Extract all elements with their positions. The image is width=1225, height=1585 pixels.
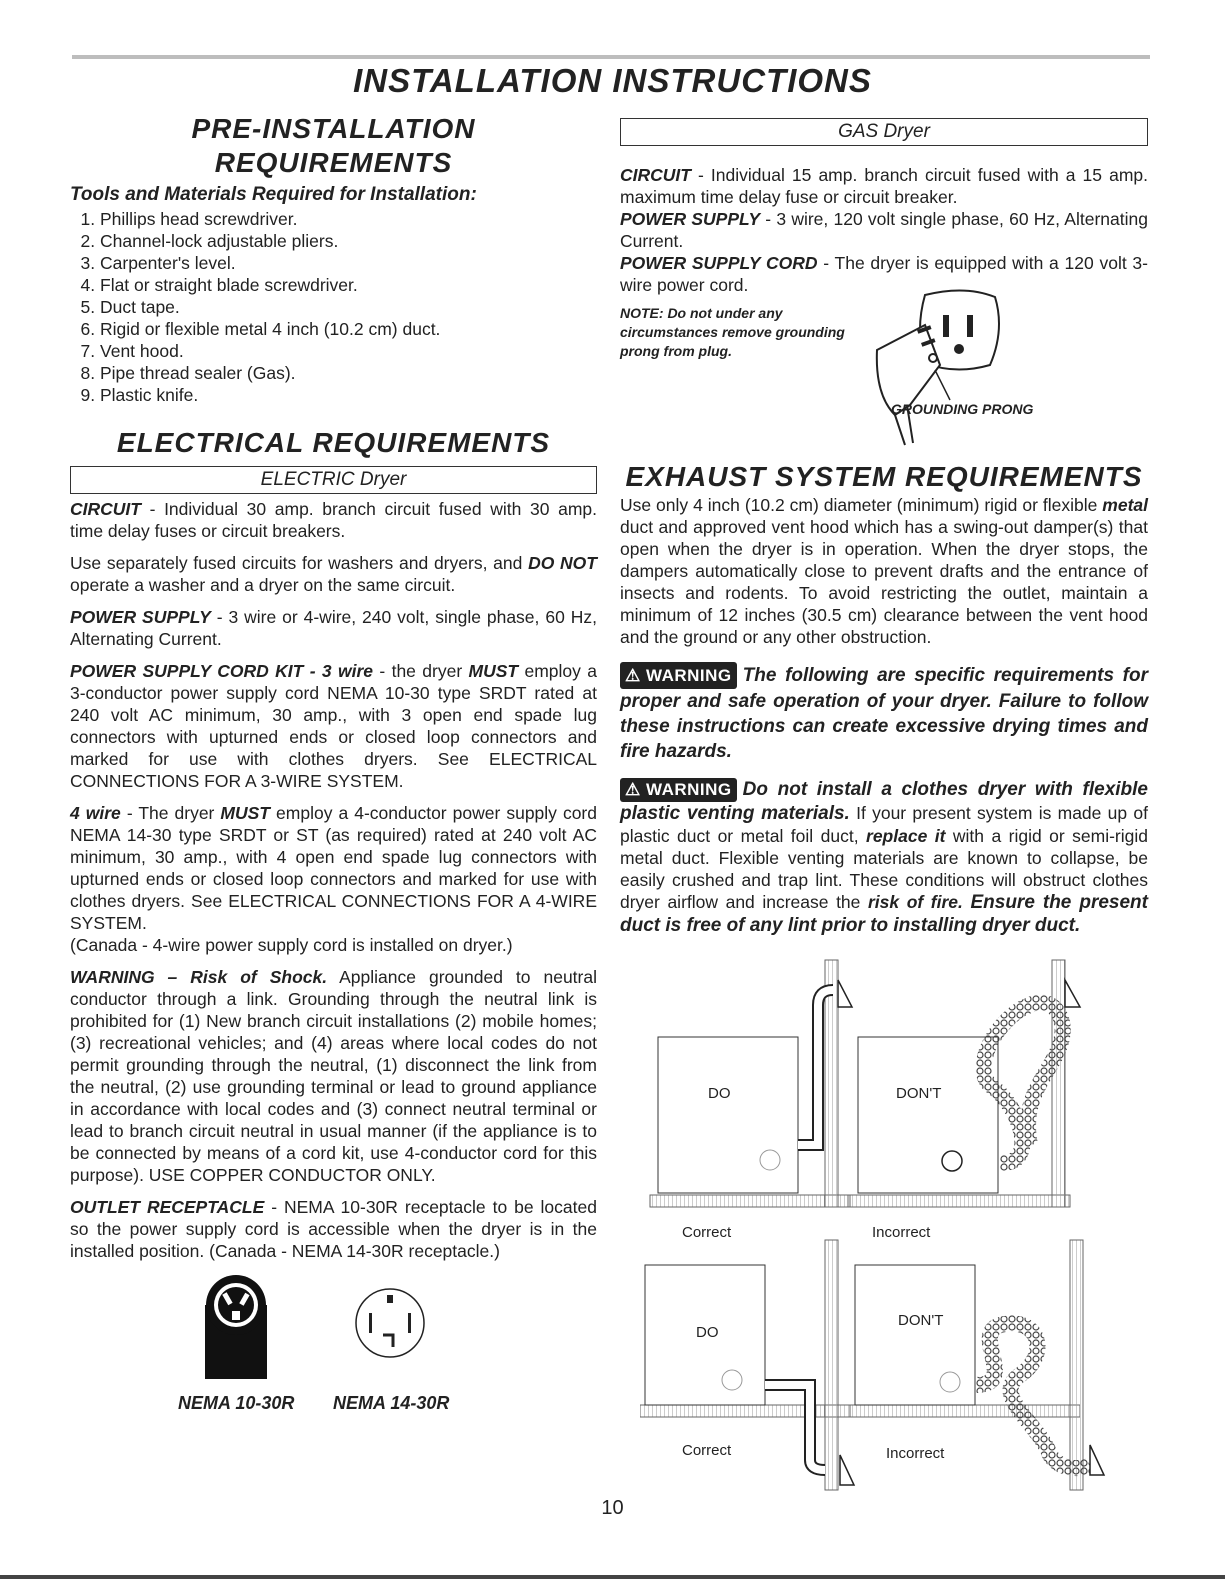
correct-caption-bottom: Correct (682, 1442, 732, 1459)
nema-10-30r-label: NEMA 10-30R (178, 1393, 295, 1413)
list-item: 3. Carpenter's level. (100, 252, 597, 274)
list-item: 7. Vent hood. (100, 340, 597, 362)
must-emph: MUST (220, 803, 270, 823)
dont-label-bottom: DON'T (898, 1312, 944, 1329)
warning-1 (620, 662, 1148, 764)
gas-circuit-para (620, 164, 1148, 208)
incorrect-caption-top: Incorrect (872, 1224, 931, 1241)
warning-1-text: The following are specific requirements for proper and safe operation of your dryer. Failure to follow these instructions can create excessive drying times and fire hazards. (620, 665, 1148, 762)
receptacle-illustrations (195, 1275, 455, 1385)
electric-dryer-box: ELECTRIC Dryer (70, 466, 597, 494)
dont-label-top: DON'T (896, 1085, 942, 1102)
plug-icon (877, 325, 940, 445)
list-item: 9. Plastic knife. (100, 384, 597, 406)
metal-emph: metal (1102, 495, 1148, 515)
circuit-label: CIRCUIT (620, 165, 691, 185)
diagram-correct-top (650, 960, 852, 1207)
ensure-emph: Ensure the present duct is free of any lint prior to installing dryer duct. (620, 892, 1148, 936)
separate-text: Use separately fused circuits for washers and dryers, and (70, 553, 523, 573)
warning-2-bold: Do not install a clothes dryer with flexible plastic venting materials. (620, 779, 1148, 824)
power-supply-label: POWER SUPPLY (620, 209, 761, 229)
cord-text-1: - the dryer (379, 661, 463, 681)
power-supply-para (70, 606, 597, 650)
electric-circuit-para (70, 498, 597, 542)
page-number: 10 (601, 1497, 624, 1519)
list-item: 4. Flat or straight blade screwdriver. (100, 274, 597, 296)
exhaust-para (620, 494, 1148, 648)
gas-power-para (620, 208, 1148, 252)
power-supply-label: POWER SUPPLY (70, 607, 211, 627)
risk-emph: risk of fire. (867, 892, 963, 912)
correct-caption-top: Correct (682, 1224, 732, 1241)
replace-emph: replace it (866, 826, 946, 846)
grounding-note: NOTE: Do not under any circumstances remove grounding prong from plug. (620, 305, 845, 359)
outlet-text: - NEMA 10-30R receptacle to be located so the power supply cord is accessible when the dryer is in the installed position. (Canada - NEMA 14-30R receptacle.) (70, 1197, 597, 1261)
list-item: 8. Pipe thread sealer (Gas). (100, 362, 597, 384)
nema-10-30r-icon (205, 1275, 267, 1379)
top-rule (72, 55, 1150, 59)
grounding-prong-label: GROUNDING PRONG (891, 401, 1034, 417)
shock-warning-para (70, 966, 597, 1186)
exhaust-text-b: duct and approved vent hood which has a swing-out damper(s) that open when the dryer is in operation. When the dryer stops, the dampers automatically close to prevent drafts and the entrance of insects and rodents. To avoid restricting the outlet, maintain a minimum of 12 inches (30.5 cm) clearance between the vent hood and the ground or any other obstruction. (620, 517, 1148, 647)
tools-heading: Tools and Materials Required for Installation: (70, 184, 477, 205)
must-emph: MUST (468, 661, 519, 681)
separate-circuits-para (70, 552, 597, 596)
grounding-plug-illustration (855, 285, 1015, 450)
power-supply-text: - 3 wire or 4-wire, 240 volt, single phase, 60 Hz, Alternating Current. (70, 607, 597, 649)
four-wire-label: 4 wire (70, 803, 121, 823)
separate-tail: operate a washer and a dryer on the same circuit. (70, 575, 456, 595)
list-item: 6. Rigid or flexible metal 4 inch (10.2 cm) duct. (100, 318, 597, 340)
shock-label: WARNING – Risk of Shock. (70, 967, 328, 987)
four-wire-para (70, 802, 597, 934)
four-text-1: - The dryer (126, 803, 215, 823)
shock-text: Appliance grounded to neutral conductor through a link. Grounding through the neutral link is prohibited for (1) New branch circuit installations (2) mobile homes; (3) recreational vehicles; and (4) areas where local codes do not permit grounding through the neutral, (1) disconnect the link from the neutral, (2) use grounding terminal or lead to ground appliance in accordance with local codes and (3) connect neutral terminal or lead to branch circuit neutral in usual manner (if the appliance is to be connected by means of a cord kit, use 4-conductor cord for this purpose). USE COPPER CONDUCTOR ONLY. (70, 967, 597, 1185)
nema-14-30r-label: NEMA 14-30R (333, 1393, 450, 1413)
do-label-bottom: DO (696, 1324, 719, 1341)
gas-dryer-box: GAS Dryer (620, 118, 1148, 146)
exhaust-text-a: Use only 4 inch (10.2 cm) diameter (minimum) rigid or flexible (620, 495, 1098, 515)
cord-text: - The dryer is equipped with a 120 volt 3-wire power cord. (620, 253, 1148, 295)
nema-14-30r-icon (356, 1289, 424, 1357)
incorrect-caption-bottom: Incorrect (886, 1445, 945, 1462)
power-supply-text: - 3 wire, 120 volt single phase, 60 Hz, Alternating Current. (620, 209, 1148, 251)
warning-2 (620, 778, 1148, 937)
outlet-label: OUTLET RECEPTACLE (70, 1197, 265, 1217)
left-column (70, 112, 597, 1272)
tools-list (70, 208, 597, 406)
exhaust-section (620, 460, 1148, 947)
outlet-para (70, 1196, 597, 1262)
circuit-text: - Individual 30 amp. branch circuit fused with 30 amp. time delay fuses or circuit breakers. (70, 499, 597, 541)
cord-text-2: employ a 3-conductor power supply cord NEMA 10-30 type SRDT rated at 240 volt AC minimum, 30 amp., with 3 open end spade lug connectors with upturned ends or closed loop connectors and marked for use with clothes dryers. See ELECTRICAL CONNECTIONS FOR A 3-WIRE SYSTEM. (70, 661, 597, 791)
cord-kit-para (70, 660, 597, 792)
cord-kit-label: POWER SUPPLY CORD KIT - 3 wire (70, 661, 374, 681)
bottom-rule (0, 1575, 1225, 1579)
warning-badge-text: WARNING (645, 780, 732, 799)
four-text-2: employ a 4-conductor power supply cord NEMA 14-30 type SRDT or ST (as required) rated at 240 volt AC minimum, 30 amp., with 4 open end spade lug connectors with upturned ends or closed loop connectors and marked for use with clothes dryers. See ELECTRICAL CONNECTIONS FOR A 4-WIRE SYSTEM. (70, 803, 597, 933)
warning-badge-text: WARNING (645, 666, 732, 685)
list-item: 1. Phillips head screwdriver. (100, 208, 597, 230)
circuit-label: CIRCUIT (70, 499, 141, 519)
warning-badge: ⚠ WARNING (620, 662, 737, 689)
canada-para: (Canada - 4-wire power supply cord is installed on dryer.) (70, 935, 513, 955)
diagram-incorrect-top (848, 960, 1080, 1207)
list-item: 5. Duct tape. (100, 296, 597, 318)
list-item: 2. Channel-lock adjustable pliers. (100, 230, 597, 252)
exhaust-heading: EXHAUST SYSTEM REQUIREMENTS (625, 461, 1143, 492)
warning-2-text-b: with a rigid or semi-rigid metal duct. Flexible venting materials are known to collapse, be easily crushed and trap lint. These conditions will obstruct clothes dryer airflow and increase the (620, 826, 1148, 912)
warning-badge: ⚠ WARNING (620, 778, 737, 802)
warning-2-text-a: If your present system is made up of plastic duct or metal foil duct, (620, 803, 1148, 846)
pre-installation-heading: PRE-INSTALLATION REQUIREMENTS (191, 113, 476, 178)
do-not-emph: DO NOT (528, 553, 597, 573)
diagram-correct-bottom (640, 1240, 854, 1490)
do-label-top: DO (708, 1085, 731, 1102)
cord-label: POWER SUPPLY CORD (620, 253, 818, 273)
page-title: INSTALLATION INSTRUCTIONS (353, 62, 872, 99)
electrical-heading: ELECTRICAL REQUIREMENTS (116, 427, 551, 458)
circuit-text: - Individual 15 amp. branch circuit fused with a 15 amp. maximum time delay fuse or circuit breaker. (620, 165, 1148, 207)
